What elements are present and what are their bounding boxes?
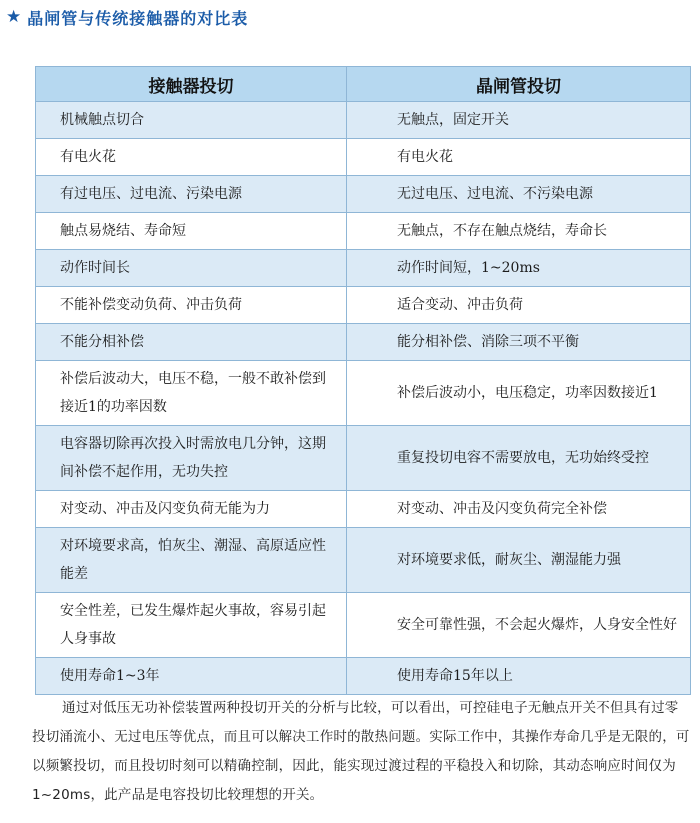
cell-thyristor: 动作时间短，1~20ms (347, 250, 691, 287)
table-header-row (36, 67, 691, 102)
body-paragraph: 通过对低压无功补偿装置两种投切开关的分析与比较，可以看出，可控硅电子无触点开关不但具有过零投切涌流小、无过电压等优点，而且可以解决工作时的散热问题。实际工作中，其操作寿命几乎是无限的，可以频繁投切，而且投切时刻可以精确控制，因此，能实现过渡过程的平稳投入和切除，其动态响应时间仅为1~20ms，此产品是电容投切比较理想的开关。 (32, 699, 690, 803)
cell-contactor: 安全性差，已发生爆炸起火事故，容易引起人身事故 (36, 593, 347, 658)
cell-contactor: 不能补偿变动负荷、冲击负荷 (36, 287, 347, 324)
header-contactor: 接触器投切 (36, 67, 347, 102)
cell-thyristor: 有电火花 (347, 139, 691, 176)
table-row (36, 361, 691, 426)
cell-contactor: 补偿后波动大，电压不稳，一般不敢补偿到接近1的功率因数 (36, 361, 347, 426)
cell-thyristor: 无触点，固定开关 (347, 102, 691, 139)
table-row (36, 528, 691, 593)
table-row (36, 176, 691, 213)
table-row (36, 287, 691, 324)
cell-contactor: 电容器切除再次投入时需放电几分钟，这期间补偿不起作用，无功失控 (36, 426, 347, 491)
header-thyristor: 晶闸管投切 (347, 67, 691, 102)
cell-contactor: 触点易烧结、寿命短 (36, 213, 347, 250)
table-row (36, 324, 691, 361)
table-row (36, 213, 691, 250)
cell-thyristor: 无触点，不存在触点烧结，寿命长 (347, 213, 691, 250)
table-row (36, 426, 691, 491)
table-row (36, 139, 691, 176)
cell-thyristor: 无过电压、过电流、不污染电源 (347, 176, 691, 213)
comparison-table (35, 66, 691, 695)
cell-thyristor: 重复投切电容不需要放电，无功始终受控 (347, 426, 691, 491)
cell-contactor: 对变动、冲击及闪变负荷无能为力 (36, 491, 347, 528)
section-title (6, 4, 248, 30)
cell-contactor: 不能分相补偿 (36, 324, 347, 361)
cell-contactor: 有电火花 (36, 139, 347, 176)
cell-thyristor: 使用寿命15年以上 (347, 658, 691, 695)
cell-thyristor: 补偿后波动小，电压稳定，功率因数接近1 (347, 361, 691, 426)
cell-contactor: 对环境要求高，怕灰尘、潮湿、高原适应性能差 (36, 528, 347, 593)
table-row (36, 491, 691, 528)
table-row (36, 658, 691, 695)
cell-thyristor: 能分相补偿、消除三项不平衡 (347, 324, 691, 361)
cell-contactor: 动作时间长 (36, 250, 347, 287)
table-row (36, 102, 691, 139)
section-title-text: 晶闸管与传统接触器的对比表 (27, 8, 249, 28)
cell-thyristor: 适合变动、冲击负荷 (347, 287, 691, 324)
cell-contactor: 使用寿命1~3年 (36, 658, 347, 695)
cell-contactor: 机械触点切合 (36, 102, 347, 139)
table-row (36, 593, 691, 658)
cell-thyristor: 对变动、冲击及闪变负荷完全补偿 (347, 491, 691, 528)
star-icon: ★ (6, 6, 22, 27)
cell-contactor: 有过电压、过电流、污染电源 (36, 176, 347, 213)
cell-thyristor: 安全可靠性强，不会起火爆炸，人身安全性好 (347, 593, 691, 658)
table-row (36, 250, 691, 287)
cell-thyristor: 对环境要求低，耐灰尘、潮湿能力强 (347, 528, 691, 593)
